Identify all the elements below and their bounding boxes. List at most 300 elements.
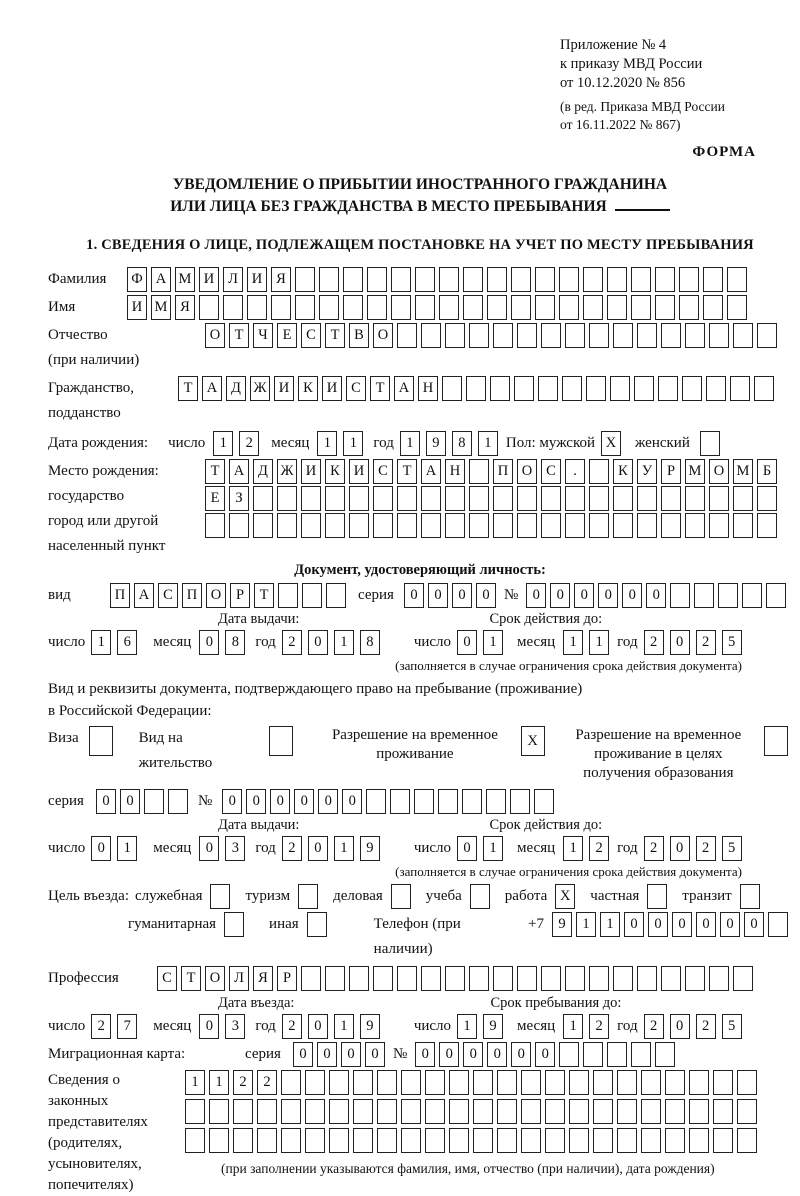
- doc-issue-year[interactable]: [282, 630, 386, 655]
- doc-series-input[interactable]: [404, 583, 500, 608]
- char-cell[interactable]: [397, 966, 417, 991]
- birth-month-input[interactable]: [317, 431, 369, 456]
- char-cell[interactable]: М: [151, 295, 171, 320]
- char-cell[interactable]: [269, 726, 293, 756]
- char-cell[interactable]: Д: [226, 376, 246, 401]
- purpose-work-checkbox[interactable]: [555, 884, 579, 909]
- char-cell[interactable]: [607, 1042, 627, 1067]
- char-cell[interactable]: 9: [552, 912, 572, 937]
- char-cell[interactable]: 1: [563, 630, 583, 655]
- char-cell[interactable]: [462, 789, 482, 814]
- char-cell[interactable]: [493, 323, 513, 348]
- sex-male-checkbox[interactable]: [601, 431, 625, 456]
- char-cell[interactable]: 0: [670, 836, 690, 861]
- char-cell[interactable]: 0: [415, 1042, 435, 1067]
- char-cell[interactable]: Я: [271, 267, 291, 292]
- char-cell[interactable]: 1: [589, 630, 609, 655]
- char-cell[interactable]: [757, 323, 777, 348]
- char-cell[interactable]: [521, 1128, 541, 1153]
- char-cell[interactable]: [535, 267, 555, 292]
- purpose-business-checkbox[interactable]: [391, 884, 415, 909]
- char-cell[interactable]: [493, 513, 513, 538]
- char-cell[interactable]: [349, 513, 369, 538]
- char-cell[interactable]: [583, 267, 603, 292]
- char-cell[interactable]: [517, 513, 537, 538]
- char-cell[interactable]: [463, 295, 483, 320]
- doc-issue-month[interactable]: [199, 630, 251, 655]
- char-cell[interactable]: [367, 267, 387, 292]
- res-valid-month[interactable]: [563, 836, 615, 861]
- visa-checkbox[interactable]: [89, 726, 117, 756]
- char-cell[interactable]: А: [134, 583, 154, 608]
- char-cell[interactable]: [682, 376, 702, 401]
- char-cell[interactable]: [510, 789, 530, 814]
- char-cell[interactable]: [742, 583, 762, 608]
- doc-valid-year[interactable]: [644, 630, 748, 655]
- birth-year-input[interactable]: [400, 431, 504, 456]
- char-cell[interactable]: 0: [511, 1042, 531, 1067]
- res-valid-day[interactable]: [457, 836, 509, 861]
- char-cell[interactable]: С: [373, 459, 393, 484]
- char-cell[interactable]: [534, 789, 554, 814]
- char-cell[interactable]: [425, 1070, 445, 1095]
- char-cell[interactable]: [583, 295, 603, 320]
- char-cell[interactable]: Р: [230, 583, 250, 608]
- char-cell[interactable]: 0: [308, 1014, 328, 1039]
- char-cell[interactable]: [366, 789, 386, 814]
- char-cell[interactable]: [497, 1070, 517, 1095]
- char-cell[interactable]: 2: [696, 836, 716, 861]
- char-cell[interactable]: [438, 789, 458, 814]
- sex-female-checkbox[interactable]: [700, 431, 724, 456]
- char-cell[interactable]: [593, 1070, 613, 1095]
- char-cell[interactable]: [415, 267, 435, 292]
- char-cell[interactable]: [733, 486, 753, 511]
- char-cell[interactable]: [490, 376, 510, 401]
- doc-issue-day[interactable]: [91, 630, 143, 655]
- char-cell[interactable]: С: [301, 323, 321, 348]
- char-cell[interactable]: Ж: [277, 459, 297, 484]
- char-cell[interactable]: [473, 1099, 493, 1124]
- char-cell[interactable]: X: [521, 726, 545, 756]
- char-cell[interactable]: 2: [239, 431, 259, 456]
- char-cell[interactable]: [613, 323, 633, 348]
- char-cell[interactable]: 0: [646, 583, 666, 608]
- char-cell[interactable]: [442, 376, 462, 401]
- char-cell[interactable]: А: [202, 376, 222, 401]
- char-cell[interactable]: 0: [439, 1042, 459, 1067]
- char-cell[interactable]: [168, 789, 188, 814]
- char-cell[interactable]: [641, 1070, 661, 1095]
- char-cell[interactable]: [703, 295, 723, 320]
- char-cell[interactable]: З: [229, 486, 249, 511]
- char-cell[interactable]: 1: [91, 630, 111, 655]
- char-cell[interactable]: [329, 1128, 349, 1153]
- char-cell[interactable]: [223, 295, 243, 320]
- char-cell[interactable]: [541, 323, 561, 348]
- char-cell[interactable]: [733, 966, 753, 991]
- char-cell[interactable]: 2: [282, 630, 302, 655]
- char-cell[interactable]: [665, 1099, 685, 1124]
- char-cell[interactable]: [517, 966, 537, 991]
- char-cell[interactable]: 2: [644, 1014, 664, 1039]
- char-cell[interactable]: 3: [225, 1014, 245, 1039]
- char-cell[interactable]: [589, 486, 609, 511]
- char-cell[interactable]: [319, 267, 339, 292]
- char-cell[interactable]: 0: [487, 1042, 507, 1067]
- char-cell[interactable]: [535, 295, 555, 320]
- char-cell[interactable]: 9: [360, 1014, 380, 1039]
- char-cell[interactable]: И: [247, 267, 267, 292]
- char-cell[interactable]: 8: [225, 630, 245, 655]
- char-cell[interactable]: [473, 1128, 493, 1153]
- char-cell[interactable]: 0: [622, 583, 642, 608]
- char-cell[interactable]: [565, 966, 585, 991]
- migration-number-input[interactable]: [415, 1042, 679, 1067]
- doc-valid-month[interactable]: [563, 630, 615, 655]
- stay-day[interactable]: [457, 1014, 509, 1039]
- char-cell[interactable]: 9: [483, 1014, 503, 1039]
- char-cell[interactable]: 0: [672, 912, 692, 937]
- char-cell[interactable]: Т: [181, 966, 201, 991]
- res-issue-month[interactable]: [199, 836, 251, 861]
- char-cell[interactable]: К: [613, 459, 633, 484]
- doc-valid-day[interactable]: [457, 630, 509, 655]
- char-cell[interactable]: [253, 486, 273, 511]
- char-cell[interactable]: [709, 513, 729, 538]
- char-cell[interactable]: [449, 1070, 469, 1095]
- char-cell[interactable]: [373, 966, 393, 991]
- char-cell[interactable]: 1: [185, 1070, 205, 1095]
- char-cell[interactable]: [271, 295, 291, 320]
- char-cell[interactable]: [700, 431, 720, 456]
- char-cell[interactable]: [607, 295, 627, 320]
- char-cell[interactable]: Т: [370, 376, 390, 401]
- char-cell[interactable]: И: [127, 295, 147, 320]
- char-cell[interactable]: 0: [308, 630, 328, 655]
- char-cell[interactable]: [757, 513, 777, 538]
- char-cell[interactable]: [538, 376, 558, 401]
- representatives-line1[interactable]: [185, 1070, 761, 1095]
- char-cell[interactable]: 0: [428, 583, 448, 608]
- purpose-transit-checkbox[interactable]: [740, 884, 764, 909]
- char-cell[interactable]: [740, 884, 760, 909]
- char-cell[interactable]: [449, 1099, 469, 1124]
- char-cell[interactable]: А: [151, 267, 171, 292]
- char-cell[interactable]: [353, 1070, 373, 1095]
- char-cell[interactable]: Т: [229, 323, 249, 348]
- char-cell[interactable]: [733, 323, 753, 348]
- char-cell[interactable]: 0: [222, 789, 242, 814]
- char-cell[interactable]: Н: [418, 376, 438, 401]
- char-cell[interactable]: [421, 513, 441, 538]
- char-cell[interactable]: 0: [598, 583, 618, 608]
- char-cell[interactable]: [401, 1128, 421, 1153]
- char-cell[interactable]: 0: [365, 1042, 385, 1067]
- char-cell[interactable]: 0: [696, 912, 716, 937]
- char-cell[interactable]: 1: [457, 1014, 477, 1039]
- residence-permit-checkbox[interactable]: [269, 726, 297, 756]
- char-cell[interactable]: [737, 1099, 757, 1124]
- char-cell[interactable]: [517, 323, 537, 348]
- char-cell[interactable]: [469, 513, 489, 538]
- char-cell[interactable]: 9: [360, 836, 380, 861]
- char-cell[interactable]: [319, 295, 339, 320]
- char-cell[interactable]: [685, 966, 705, 991]
- char-cell[interactable]: [679, 295, 699, 320]
- char-cell[interactable]: [326, 583, 346, 608]
- char-cell[interactable]: [205, 513, 225, 538]
- char-cell[interactable]: 0: [199, 630, 219, 655]
- char-cell[interactable]: 8: [360, 630, 380, 655]
- char-cell[interactable]: 1: [209, 1070, 229, 1095]
- char-cell[interactable]: [665, 1128, 685, 1153]
- char-cell[interactable]: 0: [457, 836, 477, 861]
- temp-permit-checkbox[interactable]: [521, 726, 549, 756]
- birth-place-line1[interactable]: [205, 459, 781, 484]
- char-cell[interactable]: [541, 513, 561, 538]
- char-cell[interactable]: [589, 966, 609, 991]
- char-cell[interactable]: 0: [341, 1042, 361, 1067]
- char-cell[interactable]: [713, 1070, 733, 1095]
- char-cell[interactable]: 0: [744, 912, 764, 937]
- char-cell[interactable]: [766, 583, 786, 608]
- char-cell[interactable]: [641, 1099, 661, 1124]
- char-cell[interactable]: П: [182, 583, 202, 608]
- char-cell[interactable]: [631, 1042, 651, 1067]
- char-cell[interactable]: [613, 966, 633, 991]
- char-cell[interactable]: [305, 1128, 325, 1153]
- char-cell[interactable]: 6: [117, 630, 137, 655]
- char-cell[interactable]: [377, 1128, 397, 1153]
- char-cell[interactable]: М: [685, 459, 705, 484]
- char-cell[interactable]: [210, 884, 230, 909]
- char-cell[interactable]: 0: [294, 789, 314, 814]
- char-cell[interactable]: [144, 789, 164, 814]
- char-cell[interactable]: 2: [282, 836, 302, 861]
- char-cell[interactable]: [514, 376, 534, 401]
- char-cell[interactable]: [713, 1128, 733, 1153]
- char-cell[interactable]: Т: [254, 583, 274, 608]
- char-cell[interactable]: [647, 884, 667, 909]
- char-cell[interactable]: [665, 1070, 685, 1095]
- entry-day[interactable]: [91, 1014, 143, 1039]
- char-cell[interactable]: Ф: [127, 267, 147, 292]
- char-cell[interactable]: [487, 267, 507, 292]
- char-cell[interactable]: И: [199, 267, 219, 292]
- char-cell[interactable]: [689, 1099, 709, 1124]
- char-cell[interactable]: 0: [317, 1042, 337, 1067]
- char-cell[interactable]: [583, 1042, 603, 1067]
- char-cell[interactable]: 1: [317, 431, 337, 456]
- char-cell[interactable]: [658, 376, 678, 401]
- char-cell[interactable]: 2: [91, 1014, 111, 1039]
- char-cell[interactable]: Е: [205, 486, 225, 511]
- char-cell[interactable]: [373, 486, 393, 511]
- char-cell[interactable]: 1: [563, 1014, 583, 1039]
- char-cell[interactable]: [634, 376, 654, 401]
- char-cell[interactable]: [397, 323, 417, 348]
- char-cell[interactable]: [401, 1070, 421, 1095]
- char-cell[interactable]: [617, 1128, 637, 1153]
- birth-day-input[interactable]: [213, 431, 265, 456]
- doc-kind-input[interactable]: [110, 583, 350, 608]
- char-cell[interactable]: 0: [720, 912, 740, 937]
- char-cell[interactable]: [694, 583, 714, 608]
- char-cell[interactable]: [685, 323, 705, 348]
- char-cell[interactable]: [391, 884, 411, 909]
- char-cell[interactable]: [425, 1099, 445, 1124]
- char-cell[interactable]: О: [205, 966, 225, 991]
- char-cell[interactable]: [545, 1128, 565, 1153]
- char-cell[interactable]: [224, 912, 244, 937]
- char-cell[interactable]: [661, 966, 681, 991]
- char-cell[interactable]: К: [325, 459, 345, 484]
- char-cell[interactable]: [401, 1099, 421, 1124]
- purpose-other-checkbox[interactable]: [307, 912, 331, 937]
- char-cell[interactable]: [377, 1070, 397, 1095]
- char-cell[interactable]: [637, 966, 657, 991]
- char-cell[interactable]: [473, 1070, 493, 1095]
- char-cell[interactable]: 1: [483, 630, 503, 655]
- char-cell[interactable]: [718, 583, 738, 608]
- char-cell[interactable]: [253, 513, 273, 538]
- char-cell[interactable]: [377, 1099, 397, 1124]
- char-cell[interactable]: [517, 486, 537, 511]
- char-cell[interactable]: 0: [199, 836, 219, 861]
- char-cell[interactable]: [421, 323, 441, 348]
- char-cell[interactable]: 0: [535, 1042, 555, 1067]
- char-cell[interactable]: 0: [526, 583, 546, 608]
- char-cell[interactable]: [466, 376, 486, 401]
- char-cell[interactable]: [569, 1070, 589, 1095]
- char-cell[interactable]: Д: [253, 459, 273, 484]
- char-cell[interactable]: 2: [257, 1070, 277, 1095]
- char-cell[interactable]: [565, 486, 585, 511]
- char-cell[interactable]: [610, 376, 630, 401]
- char-cell[interactable]: 0: [574, 583, 594, 608]
- char-cell[interactable]: [257, 1099, 277, 1124]
- char-cell[interactable]: Ч: [253, 323, 273, 348]
- char-cell[interactable]: [733, 513, 753, 538]
- char-cell[interactable]: [511, 295, 531, 320]
- char-cell[interactable]: [727, 295, 747, 320]
- char-cell[interactable]: О: [205, 323, 225, 348]
- char-cell[interactable]: [325, 966, 345, 991]
- residence-series-input[interactable]: [96, 789, 192, 814]
- char-cell[interactable]: [493, 966, 513, 991]
- char-cell[interactable]: [569, 1099, 589, 1124]
- char-cell[interactable]: [709, 966, 729, 991]
- char-cell[interactable]: 2: [696, 630, 716, 655]
- char-cell[interactable]: [709, 323, 729, 348]
- char-cell[interactable]: [281, 1099, 301, 1124]
- char-cell[interactable]: 0: [463, 1042, 483, 1067]
- char-cell[interactable]: 5: [722, 630, 742, 655]
- char-cell[interactable]: [295, 295, 315, 320]
- char-cell[interactable]: [199, 295, 219, 320]
- char-cell[interactable]: [425, 1128, 445, 1153]
- char-cell[interactable]: Я: [253, 966, 273, 991]
- char-cell[interactable]: [470, 884, 490, 909]
- char-cell[interactable]: [589, 459, 609, 484]
- char-cell[interactable]: 2: [589, 836, 609, 861]
- char-cell[interactable]: 0: [91, 836, 111, 861]
- char-cell[interactable]: [631, 267, 651, 292]
- char-cell[interactable]: В: [349, 323, 369, 348]
- char-cell[interactable]: [445, 966, 465, 991]
- char-cell[interactable]: [593, 1128, 613, 1153]
- char-cell[interactable]: 0: [96, 789, 116, 814]
- char-cell[interactable]: [469, 486, 489, 511]
- char-cell[interactable]: П: [110, 583, 130, 608]
- char-cell[interactable]: [497, 1128, 517, 1153]
- char-cell[interactable]: 0: [246, 789, 266, 814]
- char-cell[interactable]: 1: [563, 836, 583, 861]
- char-cell[interactable]: [233, 1099, 253, 1124]
- char-cell[interactable]: [307, 912, 327, 937]
- char-cell[interactable]: 9: [426, 431, 446, 456]
- char-cell[interactable]: [469, 966, 489, 991]
- char-cell[interactable]: А: [394, 376, 414, 401]
- char-cell[interactable]: [439, 267, 459, 292]
- char-cell[interactable]: [421, 486, 441, 511]
- profession-input[interactable]: [157, 966, 757, 991]
- char-cell[interactable]: Е: [277, 323, 297, 348]
- char-cell[interactable]: М: [733, 459, 753, 484]
- birth-place-line3[interactable]: [205, 513, 781, 538]
- char-cell[interactable]: [343, 267, 363, 292]
- char-cell[interactable]: [703, 267, 723, 292]
- doc-number-input[interactable]: [526, 583, 790, 608]
- char-cell[interactable]: [562, 376, 582, 401]
- char-cell[interactable]: 1: [334, 1014, 354, 1039]
- char-cell[interactable]: [391, 267, 411, 292]
- char-cell[interactable]: О: [709, 459, 729, 484]
- char-cell[interactable]: А: [229, 459, 249, 484]
- char-cell[interactable]: 0: [550, 583, 570, 608]
- char-cell[interactable]: [445, 486, 465, 511]
- char-cell[interactable]: [661, 486, 681, 511]
- char-cell[interactable]: 2: [644, 836, 664, 861]
- char-cell[interactable]: [713, 1099, 733, 1124]
- phone-input[interactable]: [552, 912, 792, 937]
- char-cell[interactable]: И: [322, 376, 342, 401]
- char-cell[interactable]: 0: [293, 1042, 313, 1067]
- purpose-study-checkbox[interactable]: [470, 884, 494, 909]
- char-cell[interactable]: Я: [175, 295, 195, 320]
- char-cell[interactable]: 1: [576, 912, 596, 937]
- char-cell[interactable]: [637, 486, 657, 511]
- char-cell[interactable]: [631, 295, 651, 320]
- char-cell[interactable]: [757, 486, 777, 511]
- char-cell[interactable]: 5: [722, 836, 742, 861]
- char-cell[interactable]: X: [555, 884, 575, 909]
- char-cell[interactable]: [373, 513, 393, 538]
- char-cell[interactable]: [559, 1042, 579, 1067]
- surname-input[interactable]: [127, 267, 751, 292]
- char-cell[interactable]: 0: [404, 583, 424, 608]
- migration-series-input[interactable]: [293, 1042, 389, 1067]
- char-cell[interactable]: [89, 726, 113, 756]
- char-cell[interactable]: [445, 513, 465, 538]
- char-cell[interactable]: [613, 486, 633, 511]
- stay-year[interactable]: [644, 1014, 748, 1039]
- char-cell[interactable]: [586, 376, 606, 401]
- entry-year[interactable]: [282, 1014, 386, 1039]
- char-cell[interactable]: О: [517, 459, 537, 484]
- char-cell[interactable]: [391, 295, 411, 320]
